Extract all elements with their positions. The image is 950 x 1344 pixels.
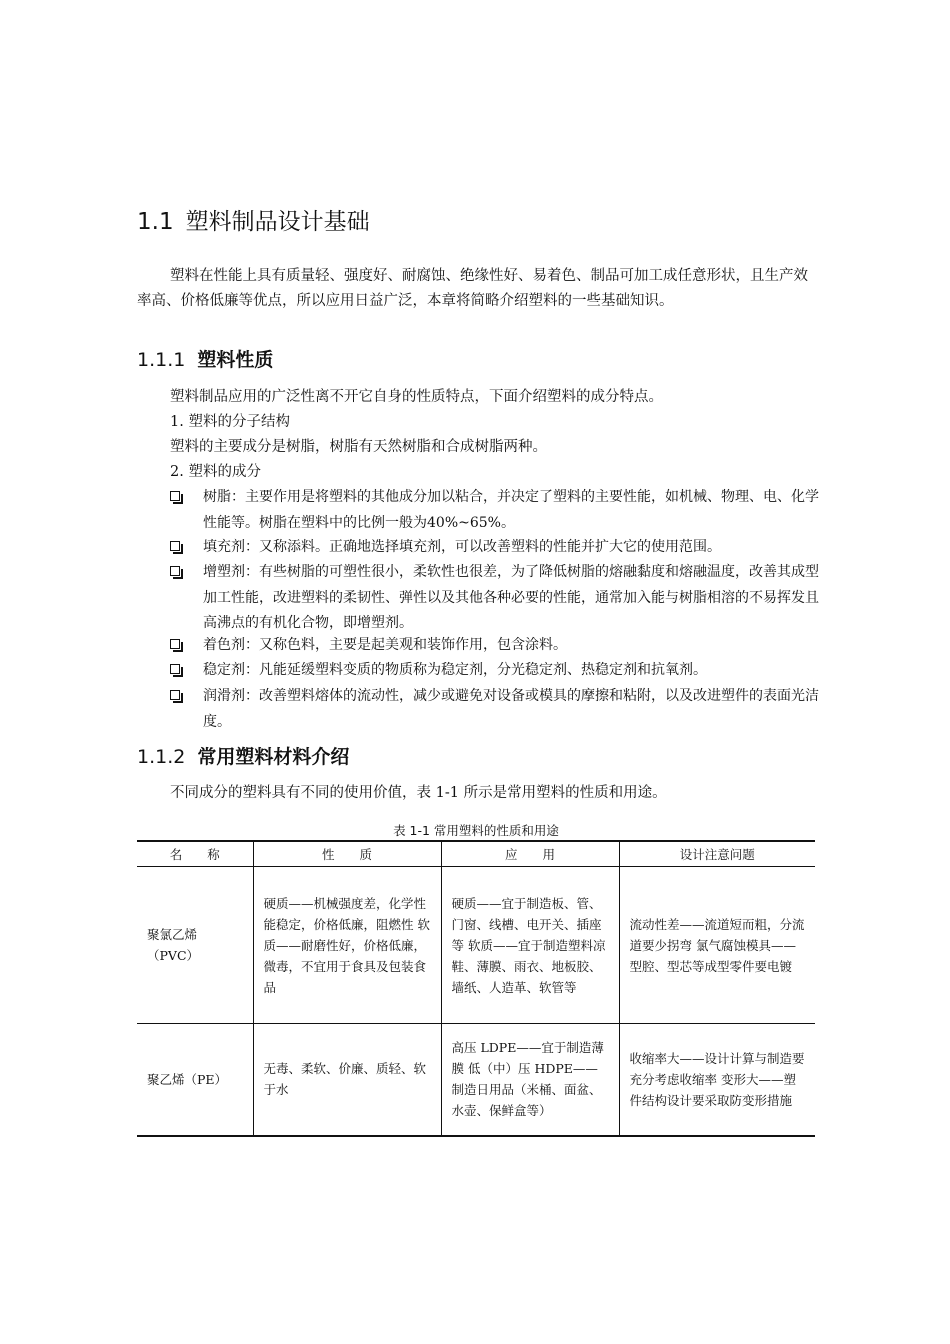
bullet-text: 填充剂：又称添料。正确地选择填充剂，可以改善塑料的性能并扩大它的使用范围。	[203, 539, 721, 555]
heading-1-1-2	[137, 742, 349, 769]
bullet-item	[170, 560, 822, 637]
heading-number: 1.1.2	[137, 746, 186, 768]
checkbox-bullet-icon	[170, 491, 180, 501]
header-name: 名 称	[137, 841, 253, 867]
cell-name: 聚乙烯（PE）	[137, 1024, 253, 1136]
heading-title: 常用塑料材料介绍	[197, 746, 350, 768]
checkbox-bullet-icon	[170, 566, 180, 576]
checkbox-bullet-icon	[170, 664, 180, 674]
cell-application: 硬质——宜于制造板、管、门窗、线槽、电开关、插座等 软质——宜于制造塑料凉鞋、薄膜、雨衣、地板胶、墙纸、人造革、软管等	[441, 867, 619, 1024]
molecular-text: 塑料的主要成分是树脂，树脂有天然树脂和合成树脂两种。	[170, 439, 547, 455]
cell-notes: 流动性差——流道短而粗，分流道要少拐弯 氯气腐蚀模具——型腔、型芯等成型零件要电镀	[619, 867, 815, 1024]
bullet-text: 树脂：主要作用是将塑料的其他成分加以粘合，并决定了塑料的主要性能，如机械、物理、电、化学性能等。树脂在塑料中的比例一般为40%~65%。	[203, 489, 819, 531]
table-header-row	[137, 841, 815, 867]
bullet-item	[170, 535, 822, 561]
cell-property: 硬质——机械强度差，化学性能稳定，价格低廉，阻燃性 软质——耐磨性好，价格低廉，微毒，不宜用于食具及包装食品	[253, 867, 441, 1024]
cell-application: 高压 LDPE——宜于制造薄膜 低（中）压 HDPE——制造日用品（米桶、面盆、水壶、保鲜盒等）	[441, 1024, 619, 1136]
plastics-table	[137, 840, 815, 1137]
bullet-item	[170, 633, 822, 659]
heading-1-1-1	[137, 345, 273, 372]
header-property: 性 质	[253, 841, 441, 867]
bullet-text: 稳定剂：凡能延缓塑料变质的物质称为稳定剂，分光稳定剂、热稳定剂和抗氧剂。	[203, 662, 707, 678]
section1-intro: 塑料制品应用的广泛性离不开它自身的性质特点，下面介绍塑料的成分特点。	[170, 389, 663, 405]
table-caption: 表 1-1 常用塑料的性质和用途	[393, 823, 559, 838]
heading-title: 塑料制品设计基础	[185, 209, 370, 235]
heading-number: 1.1	[137, 209, 174, 235]
bullet-text: 增塑剂：有些树脂的可塑性很小，柔软性也很差，为了降低树脂的熔融黏度和熔融温度，改善其成型加工性能，改进塑料的柔韧性、弹性以及其他各种必要的性能，通常加入能与树脂相溶的不易挥发且高沸点的有机化合物，即增塑剂。	[203, 564, 819, 631]
checkbox-bullet-icon	[170, 690, 180, 700]
bullet-item	[170, 485, 822, 536]
checkbox-bullet-icon	[170, 639, 180, 649]
header-notes: 设计注意问题	[619, 841, 815, 867]
intro-paragraph: 塑料在性能上具有质量轻、强度好、耐腐蚀、绝缘性好、易着色、制品可加工成任意形状，且生产效率高、价格低廉等优点，所以应用日益广泛，本章将简略介绍塑料的一些基础知识。	[137, 268, 808, 309]
cell-property: 无毒、柔软、价廉、质轻、软于水	[253, 1024, 441, 1136]
heading-title: 塑料性质	[197, 349, 274, 371]
bullet-item	[170, 684, 822, 735]
cell-name: 聚氯乙烯（PVC）	[137, 867, 253, 1024]
bullet-text: 润滑剂：改善塑料熔体的流动性，减少或避免对设备或模具的摩擦和粘附，以及改进塑件的表面光洁度。	[203, 688, 819, 730]
heading-1-1	[137, 203, 370, 236]
bullet-text: 着色剂：又称色料，主要是起美观和装饰作用，包含涂料。	[203, 637, 567, 653]
section2-intro: 不同成分的塑料具有不同的使用价值，表 1-1 所示是常用塑料的性质和用途。	[170, 785, 667, 801]
table-row	[137, 867, 815, 1024]
list-heading-composition: 2. 塑料的成分	[170, 464, 261, 480]
table-row	[137, 1024, 815, 1136]
header-application: 应 用	[441, 841, 619, 867]
bullet-item	[170, 658, 822, 684]
checkbox-bullet-icon	[170, 541, 180, 551]
heading-number: 1.1.1	[137, 349, 186, 371]
list-heading-molecular: 1. 塑料的分子结构	[170, 414, 290, 430]
cell-notes: 收缩率大——设计计算与制造要充分考虑收缩率 变形大——塑件结构设计要采取防变形措施	[619, 1024, 815, 1136]
